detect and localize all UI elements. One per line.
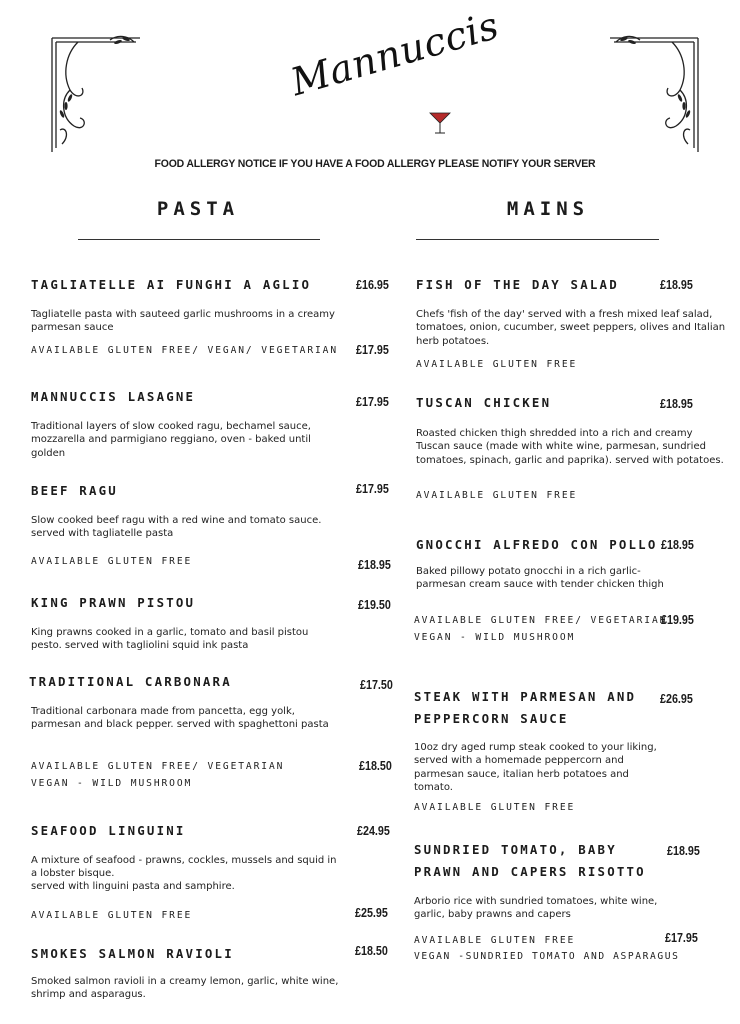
menu-item-option: AVAILABLE GLUTEN FREE — [31, 910, 193, 921]
menu-item-title: PRAWN AND CAPERS RISOTTO — [414, 864, 646, 879]
mains-heading: MAINS — [506, 198, 590, 220]
menu-item-option: VEGAN - WILD MUSHROOM — [414, 632, 576, 643]
menu-item-price: £17.50 — [360, 678, 393, 692]
menu-item-price: £24.95 — [357, 824, 390, 838]
menu-item-option: AVAILABLE GLUTEN FREE/ VEGETARIAN — [31, 761, 285, 772]
menu-item-title: TUSCAN CHICKEN — [416, 395, 552, 410]
menu-item-price: £18.95 — [661, 538, 694, 552]
menu-item-title: SEAFOOD LINGUINI — [31, 823, 186, 838]
menu-item-option: AVAILABLE GLUTEN FREE/ VEGETARIAN — [414, 615, 668, 626]
menu-item-description: Traditional layers of slow cooked ragu, bechamel sauce, mozzarella and parmigiano reggiano, oven - baked until golden — [31, 421, 311, 459]
allergy-notice: FOOD ALLERGY NOTICE IF YOU HAVE A FOOD ALLERGY PLEASE NOTIFY YOUR SERVER — [154, 158, 596, 170]
menu-item-description: Smoked salmon ravioli in a creamy lemon, garlic, white wine, shrimp and asparagus. — [31, 976, 339, 1001]
menu-item-price: £17.95 — [356, 395, 389, 409]
menu-item-title: FISH OF THE DAY SALAD — [416, 277, 619, 292]
menu-item-description: Roasted chicken thigh shredded into a rich and creamy Tuscan sauce (made with white wine, parmesan, sundried tomatoes, spinach, garlic and paprika). served with potatoes. — [416, 428, 724, 466]
menu-item-option-price: £19.95 — [661, 613, 694, 627]
menu-item-description: 10oz dry aged rump steak cooked to your liking, served with a homemade peppercorn and parmesan sauce, italian herb potatoes and tomato. — [414, 742, 657, 793]
menu-item-option-price: £17.95 — [356, 343, 389, 357]
menu-item-option: AVAILABLE GLUTEN FREE — [414, 802, 576, 813]
pasta-divider — [78, 239, 320, 240]
menu-item-title: TRADITIONAL CARBONARA — [29, 674, 232, 689]
menu-item-option: VEGAN -SUNDRIED TOMATO AND ASPARAGUS — [414, 951, 680, 962]
menu-item-description: Traditional carbonara made from pancetta, egg yolk, parmesan and black pepper. served with spaghettoni pasta — [31, 706, 329, 731]
menu-item-option-price: £18.50 — [359, 759, 392, 773]
menu-item-price: £18.95 — [660, 397, 693, 411]
menu-item-title: TAGLIATELLE AI FUNGHI A AGLIO — [31, 277, 312, 292]
menu-item-price: £26.95 — [660, 692, 693, 706]
pasta-heading: PASTA — [156, 198, 240, 220]
menu-item-option-price: £25.95 — [355, 906, 388, 920]
corner-ornament-left-icon — [48, 34, 144, 156]
menu-item-option: AVAILABLE GLUTEN FREE — [31, 556, 193, 567]
cocktail-glass-icon — [428, 110, 452, 136]
menu-item-price: £18.50 — [355, 944, 388, 958]
menu-item-price: £18.95 — [667, 844, 700, 858]
menu-item-option: VEGAN - WILD MUSHROOM — [31, 778, 193, 789]
menu-item-price: £19.50 — [358, 598, 391, 612]
menu-item-price: £17.95 — [356, 482, 389, 496]
menu-item-option: AVAILABLE GLUTEN FREE — [416, 359, 578, 370]
menu-item-title: GNOCCHI ALFREDO CON POLLO — [416, 537, 658, 552]
menu-item-title: SUNDRIED TOMATO, BABY — [414, 842, 617, 857]
menu-item-option: AVAILABLE GLUTEN FREE/ VEGAN/ VEGETARIAN — [31, 345, 339, 356]
menu-item-title: PEPPERCORN SAUCE — [414, 711, 569, 726]
mains-divider — [416, 239, 659, 240]
menu-item-option: AVAILABLE GLUTEN FREE — [414, 935, 576, 946]
menu-item-option-price: £18.95 — [358, 558, 391, 572]
menu-item-price: £16.95 — [356, 278, 389, 292]
menu-item-description: Slow cooked beef ragu with a red wine and tomato sauce. served with tagliatelle pasta — [31, 515, 322, 540]
menu-item-description: A mixture of seafood - prawns, cockles, mussels and squid in a lobster bisque. — [31, 855, 337, 880]
menu-item-title: MANNUCCIS LASAGNE — [31, 389, 196, 404]
menu-item-title: BEEF RAGU — [31, 483, 118, 498]
menu-item-price: £18.95 — [660, 278, 693, 292]
menu-item-option: AVAILABLE GLUTEN FREE — [416, 490, 578, 501]
menu-item-option-price: £17.95 — [665, 931, 698, 945]
menu-item-title: STEAK WITH PARMESAN AND — [414, 689, 637, 704]
menu-item-title: KING PRAWN PISTOU — [31, 595, 196, 610]
menu-item-description: served with linguini pasta and samphire. — [31, 881, 235, 892]
menu-item-description: Arborio rice with sundried tomatoes, white wine, garlic, baby prawns and capers — [414, 896, 658, 921]
menu-item-description: Baked pillowy potato gnocchi in a rich garlic- parmesan cream sauce with tender chicken thigh — [416, 566, 664, 591]
corner-ornament-right-icon — [606, 34, 702, 156]
menu-item-description: Chefs 'fish of the day' served with a fresh mixed leaf salad, tomatoes, onion, cucumber, sweet peppers, olives and Italian herb potatoes. — [416, 309, 726, 347]
logo: Mannuccis — [286, 3, 504, 105]
menu-item-description: King prawns cooked in a garlic, tomato and basil pistou pesto. served with tagliolini squid ink pasta — [31, 627, 309, 652]
menu-item-title: SMOKES SALMON RAVIOLI — [31, 946, 234, 961]
menu-item-description: Tagliatelle pasta with sauteed garlic mushrooms in a creamy parmesan sauce — [31, 309, 335, 334]
